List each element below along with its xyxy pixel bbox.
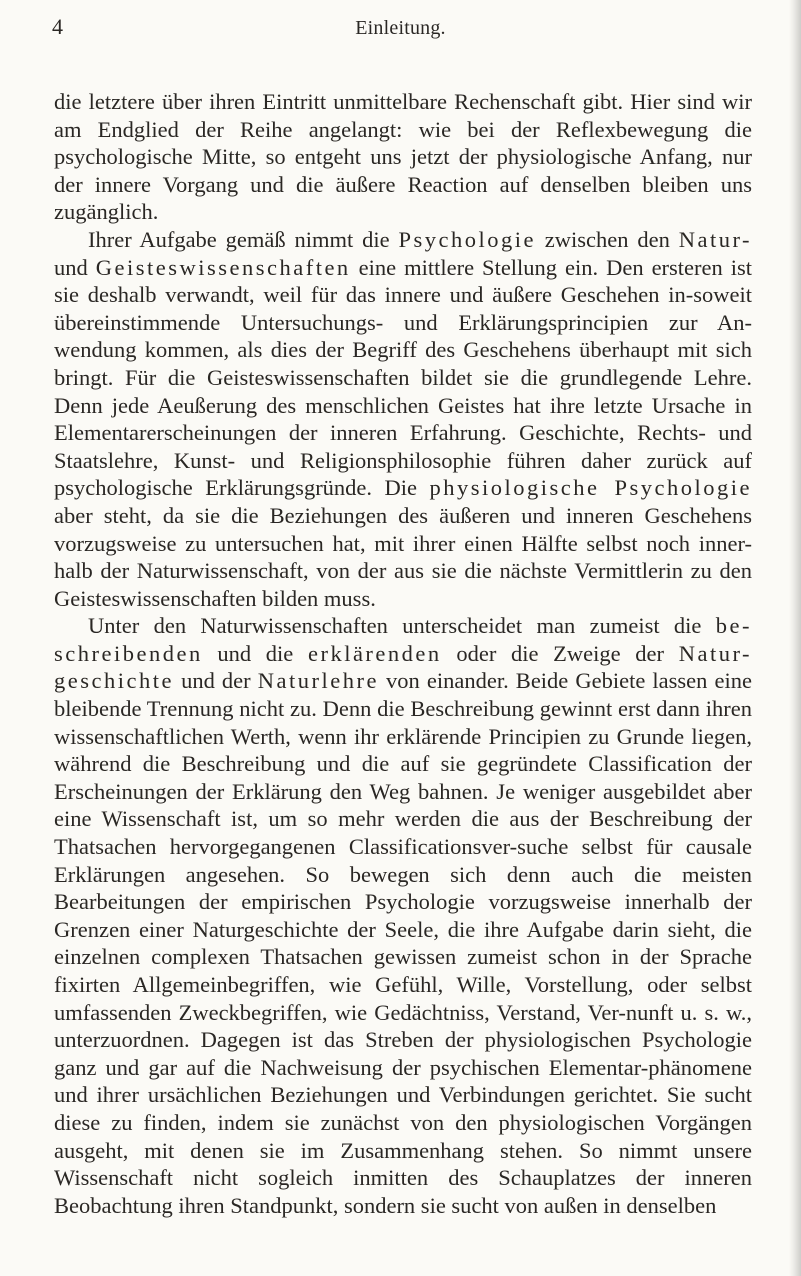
paragraph-3-text-e: oder die Zweige der xyxy=(441,640,679,666)
spaced-term-naturgeschichte: Natur-geschichte xyxy=(54,640,752,694)
running-head: Einleitung. xyxy=(355,17,446,39)
spaced-term-erklaerenden: erklärenden xyxy=(307,640,442,666)
paragraph-2-text-c: zwischen den xyxy=(535,226,679,252)
paragraph-3 xyxy=(54,612,752,1219)
paragraph-3-text-g: und der xyxy=(173,668,258,694)
spaced-term-naturlehre: Naturlehre xyxy=(257,668,379,694)
paragraph-2 xyxy=(54,226,752,612)
paragraph-1-text: die letztere über ihren Eintritt unmittelbare Rechenschaft gibt. Hier sind wir am Endglied der Reihe angelangt: wie bei der Reflexbewegung die psychologische Mitte, so entgeht uns jetzt der physiologische Anfang, nur der innere Vorgang und die äußere Reaction auf denselben bleiben uns zugänglich. xyxy=(54,89,752,225)
spaced-term-natur: Natur- xyxy=(678,226,753,252)
paragraph-2-text-i: aber steht, da sie die Beziehungen des äußeren und inneren Geschehens vorzugsweise zu untersuchen hat, mit ihrer einen Hälfte selbst noch inner-halb der Naturwissenschaft, von der aus sie die nächste Vermittlerin zu den Geisteswissenschaften bilden muss. xyxy=(54,502,752,611)
paragraph-3-text-i: von einander. Beide Gebiete lassen eine bleibende Trennung nicht zu. Denn die Beschreibung gewinnt erst dann ihren wissenschaftlichen Werth, wenn ihr erklärende Principien zu Grunde liegen, während die Beschreibung und die auf sie gegründete Classification der Erscheinungen der Erklärung den Weg bahnen. Je weniger ausgebildet aber eine Wissenschaft ist, um so mehr werden die aus der Beschreibung der Thatsachen hervorgegangenen Classificationsver-suche selbst für causale Erklärungen angesehen. So bewegen sich denn auch die meisten Bearbeitungen der empirischen Psychologie vorzugsweise innerhalb der Grenzen einer Naturgeschichte der Seele, die ihre Aufgabe darin sieht, die einzelnen complexen Thatsachen gewissen zumeist schon in der Sprache fixirten Allgemeinbegriffen, wie Gefühl, Wille, Vorstellung, oder selbst umfassenden Zweckbegriffen, wie Gedächtniss, Verstand, Ver-nunft u. s. w., unterzuordnen. Dagegen ist das Streben der physiologischen Psychologie ganz und gar auf die Nachweisung der psychischen Elementar-phänomene und ihrer ursächlichen Beziehungen und Verbindungen gerichtet. Sie sucht diese zu finden, indem sie zunächst von den physiologischen Vorgängen ausgeht, mit denen sie im Zusammenhang stehen. So nimmt unsere Wissenschaft nicht sogleich inmitten des Schauplatzes der inneren Beobachtung ihren Standpunkt, sondern sie sucht von außen in denselben xyxy=(54,668,752,1218)
spaced-term-physiologische-psychologie: physiologische Psychologie xyxy=(429,475,752,501)
paragraph-3-text-a: Unter den Naturwissenschaften unterscheidet man zumeist die xyxy=(88,613,716,639)
body-text xyxy=(54,88,752,1219)
page-edge-shadow xyxy=(789,0,801,1276)
page-number: 4 xyxy=(52,14,64,39)
paragraph-1 xyxy=(54,88,752,226)
paragraph-2-text-g: eine mittlere Stellung ein. Den ersteren ist sie deshalb verwandt, weil für das innere und äußere Geschehen in-soweit übereinstimmende Untersuchungs- und Erklärungsprincipien zur An-wendung kommen, als dies der Begriff des Geschehens überhaupt mit sich bringt. Für die Geisteswissenschaften bildet sie die grundlegende Lehre. Denn jede Aeußerung des menschlichen Geistes hat ihre letzte Ursache in Elementarerscheinungen der inneren Erfahrung. Geschichte, Rechts- und Staatslehre, Kunst- und Religionsphilosophie führen daher zurück auf psychologische Erklärungsgründe. Die xyxy=(54,254,753,501)
paragraph-2-text-e: und xyxy=(54,254,96,280)
paragraph-3-text-c: und die xyxy=(202,640,308,666)
spaced-term-beschreibenden: be-schreibenden xyxy=(54,613,752,666)
page-header xyxy=(52,14,749,44)
spaced-term-geisteswissenschaften: Geisteswissenschaften xyxy=(95,254,351,280)
spaced-term-psychologie: Psychologie xyxy=(398,226,536,252)
paragraph-2-text-a: Ihrer Aufgabe gemäß nimmt die xyxy=(88,226,399,252)
